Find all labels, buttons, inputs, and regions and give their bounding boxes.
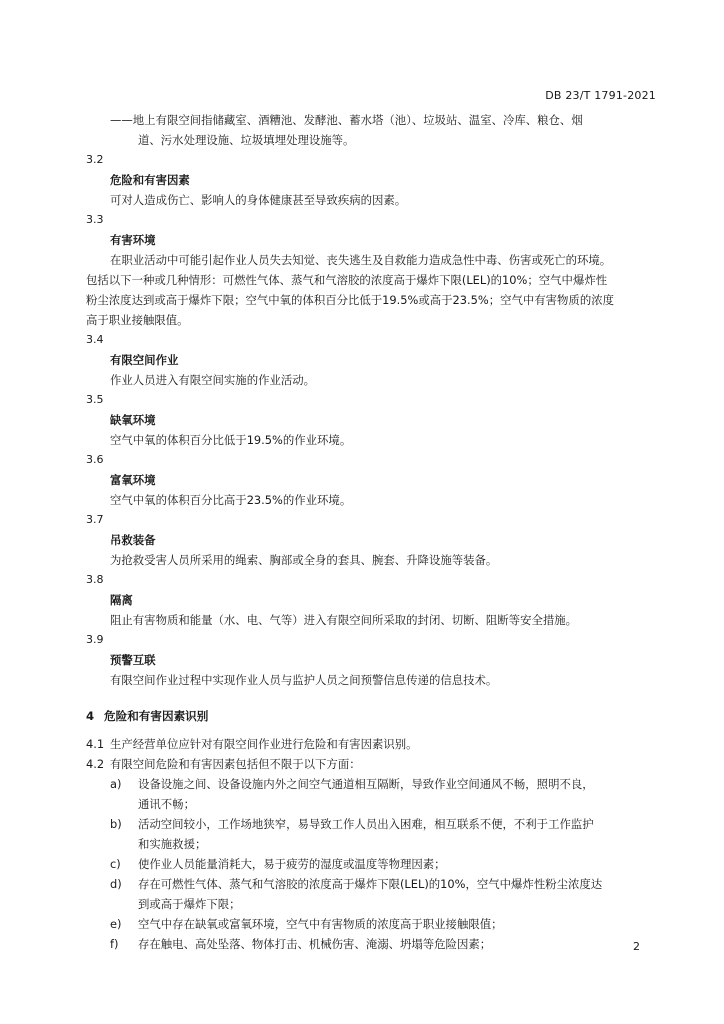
term-definition-line: 空气中氧的体积百分比高于23.5%的作业环境。 [110,493,352,507]
term-definition-line: 有限空间作业过程中实现作业人员与监护人员之间预警信息传递的信息技术。 [110,673,498,687]
item-label: b) [110,817,122,831]
document-body [86,110,658,954]
section-number: 4 [86,709,95,723]
item-text-line: 和实施救援； [138,837,207,851]
term-definition-line: 包括以下一种或几种情形：可燃性气体、蒸气和气溶胶的浓度高于爆炸下限(LEL)的10%；空气中爆炸性 [86,273,608,287]
clause-text: 生产经营单位应针对有限空间作业进行危险和有害因素识别。 [110,737,418,751]
term-title: 预警互联 [110,653,156,667]
term-definition-line: 粉尘浓度达到或高于爆炸下限；空气中氧的体积百分比低于19.5%或高于23.5%；空气中有害物质的浓度 [86,293,614,307]
item-label: a) [110,777,122,791]
item-label: e) [110,917,122,931]
item-text-line: 到或高于爆炸下限； [138,897,241,911]
term-title: 吊救装备 [110,533,156,547]
clause-text: 有限空间危险和有害因素包括但不限于以下方面： [110,757,361,771]
hazard-item [86,934,658,954]
hazard-items-list [86,774,658,954]
term-title: 富氧环境 [110,473,156,487]
intro-line: ——地上有限空间指储藏室、酒糟池、发酵池、蓄水塔（池）、垃圾站、温室、冷库、粮仓、烟 [110,113,583,127]
item-label: f) [110,937,119,951]
item-text-line: 活动空间较小，工作场地狭窄，易导致工作人员出入困难，相互联系不便，不利于工作监护 [138,817,594,831]
page-number: 2 [633,940,640,953]
section-heading [86,706,658,726]
term-number: 3.6 [86,453,104,466]
term-entry [86,630,658,690]
hazard-item [86,854,658,874]
term-entry [86,450,658,510]
term-title: 危险和有害因素 [110,173,190,187]
item-text-line: 通讯不畅； [138,797,195,811]
term-number: 3.4 [86,333,104,346]
term-number: 3.8 [86,573,104,586]
intro-list-item [86,110,658,150]
term-number: 3.2 [86,153,104,166]
item-label: c) [110,857,121,871]
term-definition-line: 作业人员进入有限空间实施的作业活动。 [110,373,316,387]
item-text-line: 使作业人员能量消耗大，易于疲劳的湿度或温度等物理因素； [138,857,446,871]
term-entry [86,330,658,390]
term-title: 缺氧环境 [110,413,156,427]
hazard-item [86,874,658,914]
term-entry [86,570,658,630]
hazard-item [86,774,658,814]
clause-number: 4.2 [86,757,105,771]
term-definition-line: 空气中氧的体积百分比低于19.5%的作业环境。 [110,433,352,447]
term-title: 有害环境 [110,233,156,247]
term-definition-line: 在职业活动中可能引起作业人员失去知觉、丧失逃生及自救能力造成急性中毒、伤害或死亡的环境。 [110,253,612,267]
term-title: 隔离 [110,593,133,607]
term-definition-line: 为抢救受害人员所采用的绳索、胸部或全身的套具、腕套、升降设施等装备。 [110,553,498,567]
terms-list [86,150,658,690]
term-number: 3.9 [86,633,104,646]
term-number: 3.5 [86,393,104,406]
clause-4-1 [86,734,658,754]
term-definition-line: 阻止有害物质和能量（水、电、气等）进入有限空间所采取的封闭、切断、阻断等安全措施。 [110,613,578,627]
clause-number: 4.1 [86,737,105,751]
term-definition-line: 高于职业接触限值。 [86,313,189,327]
item-text-line: 设备设施之间、设备设施内外之间空气通道相互隔断，导致作业空间通风不畅，照明不良， [138,777,594,791]
item-text-line: 空气中存在缺氧或富氧环境，空气中有害物质的浓度高于职业接触限值； [138,917,503,931]
hazard-item [86,914,658,934]
clause-4-2 [86,754,658,774]
item-label: d) [110,877,122,891]
item-text-line: 存在触电、高处坠落、物体打击、机械伤害、淹溺、坍塌等危险因素； [138,937,492,951]
term-number: 3.7 [86,513,104,526]
term-definition-line: 可对人造成伤亡、影响人的身体健康甚至导致疾病的因素。 [110,193,407,207]
term-entry [86,510,658,570]
term-title: 有限空间作业 [110,353,179,367]
term-entry [86,210,658,330]
standard-number: DB 23/T 1791-2021 [545,89,656,102]
section-title: 危险和有害因素识别 [104,709,209,723]
intro-line: 道、污水处理设施、垃圾填埋处理设施等。 [138,133,355,147]
term-entry [86,390,658,450]
term-entry [86,150,658,210]
item-text-line: 存在可燃性气体、蒸气和气溶胶的浓度高于爆炸下限(LEL)的10%，空气中爆炸性粉尘浓度达 [138,877,603,891]
term-number: 3.3 [86,213,104,226]
hazard-item [86,814,658,854]
